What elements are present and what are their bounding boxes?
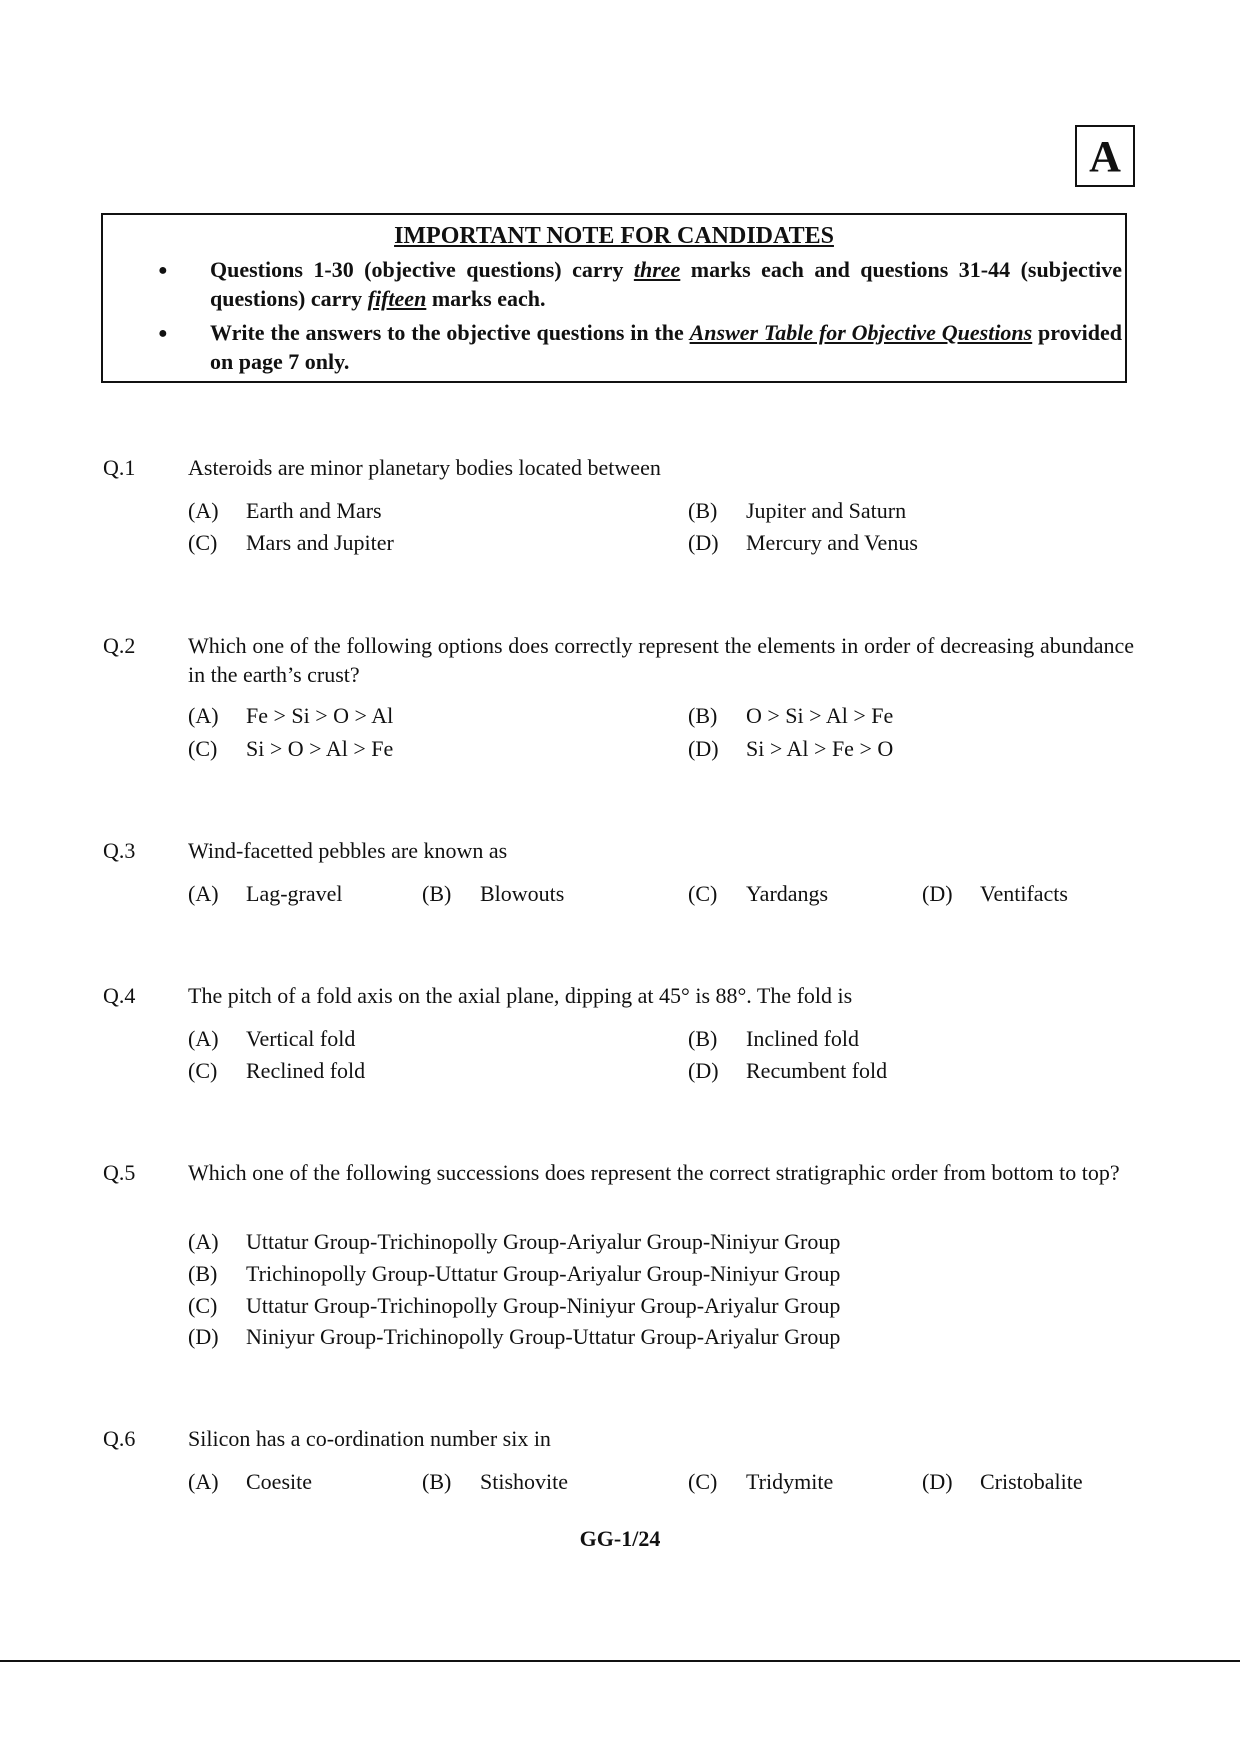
- option-d: (D) Recumbent fold: [688, 1058, 888, 1083]
- question-number: Q.4: [103, 983, 136, 1008]
- question-number: Q.6: [103, 1426, 136, 1451]
- option-c: (C) Tridymite: [688, 1469, 834, 1494]
- option-a: (A) Lag-gravel: [188, 881, 343, 906]
- booklet-code: A: [1075, 125, 1135, 187]
- option-c: (C) Yardangs: [688, 881, 829, 906]
- question-text: Asteroids are minor planetary bodies located between: [188, 455, 661, 480]
- question-number: Q.3: [103, 838, 136, 863]
- question-number: Q.1: [103, 455, 136, 480]
- option-d: (D) Cristobalite: [922, 1469, 1083, 1494]
- option-a: (A) Uttatur Group-Trichinopolly Group-Ariyalur Group-Niniyur Group: [188, 1229, 841, 1254]
- bullet-icon: ●: [158, 262, 168, 279]
- option-b: (B) O > Si > Al > Fe: [688, 703, 894, 728]
- option-a: (A) Vertical fold: [188, 1026, 356, 1051]
- page-code: GG-1/24: [579, 1526, 661, 1551]
- option-d: (D) Niniyur Group-Trichinopolly Group-Uttatur Group-Ariyalur Group: [188, 1324, 841, 1349]
- note-title: IMPORTANT NOTE FOR CANDIDATES: [394, 223, 834, 249]
- option-b: (B) Stishovite: [422, 1469, 569, 1494]
- option-a: (A) Earth and Mars: [188, 498, 382, 523]
- option-c: (C) Si > O > Al > Fe: [188, 736, 394, 761]
- question-text: Wind-facetted pebbles are known as: [188, 838, 508, 863]
- option-c: (C) Mars and Jupiter: [188, 530, 394, 555]
- option-a: (A) Fe > Si > O > Al: [188, 703, 394, 728]
- bullet-icon: ●: [158, 325, 168, 342]
- option-d: (D) Mercury and Venus: [688, 530, 918, 555]
- note-bullet-1: Questions 1-30 (objective questions) carry three marks each and questions 31-44 (subjective questions) carry fifteen marks each.: [210, 257, 1122, 311]
- question-number: Q.5: [103, 1160, 136, 1185]
- option-b: (B) Jupiter and Saturn: [688, 498, 907, 523]
- option-a: (A) Coesite: [188, 1469, 312, 1494]
- question-text: Which one of the following successions does represent the correct stratigraphic order from bottom to top?: [188, 1160, 1120, 1185]
- bottom-divider: [0, 1660, 1240, 1662]
- question-text: Silicon has a co-ordination number six in: [188, 1426, 551, 1451]
- note-bullet-2: Write the answers to the objective questions in the Answer Table for Objective Questions provided on page 7 only.: [210, 320, 1122, 374]
- option-d: (D) Si > Al > Fe > O: [688, 736, 894, 761]
- question-number: Q.2: [103, 633, 136, 658]
- option-d: (D) Ventifacts: [922, 881, 1068, 906]
- option-c: (C) Uttatur Group-Trichinopolly Group-Niniyur Group-Ariyalur Group: [188, 1293, 841, 1318]
- option-b: (B) Trichinopolly Group-Uttatur Group-Ariyalur Group-Niniyur Group: [188, 1261, 841, 1286]
- question-text: The pitch of a fold axis on the axial plane, dipping at 45° is 88°. The fold is: [188, 983, 853, 1008]
- option-c: (C) Reclined fold: [188, 1058, 366, 1083]
- option-b: (B) Blowouts: [422, 881, 565, 906]
- question-text: Which one of the following options does correctly represent the elements in order of decreasing abundance in the earth’s crust?: [188, 633, 1134, 687]
- option-b: (B) Inclined fold: [688, 1026, 860, 1051]
